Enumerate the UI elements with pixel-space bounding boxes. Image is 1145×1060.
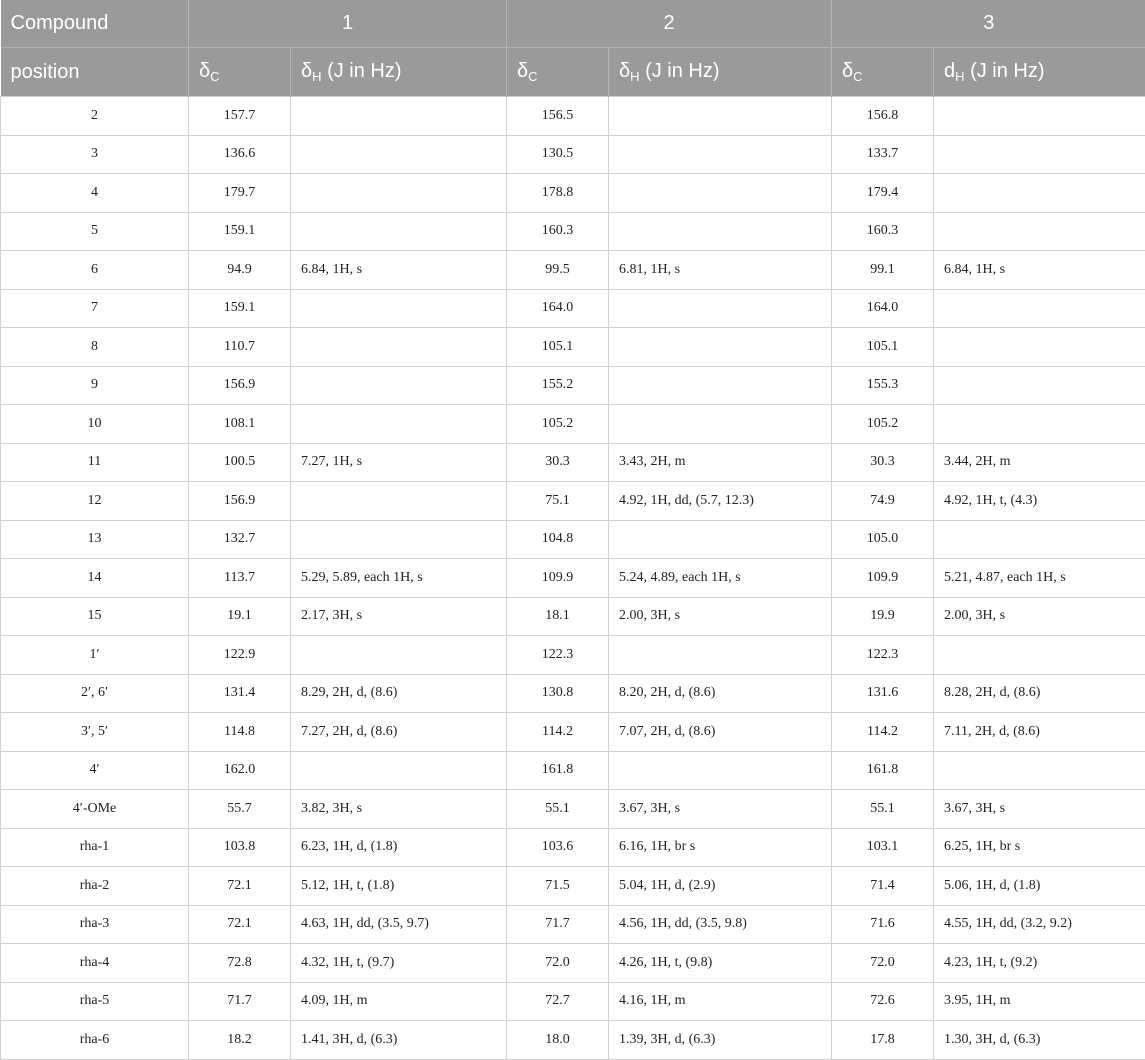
delta-c-cell-3: 122.3 — [832, 636, 934, 675]
delta-c-cell-1: 136.6 — [189, 135, 291, 174]
delta-c-cell-3: 55.1 — [832, 790, 934, 829]
table-row — [1, 482, 1145, 521]
delta-h-cell-3 — [934, 520, 1145, 559]
delta-h-cell-1 — [291, 135, 507, 174]
position-cell: 8 — [1, 328, 189, 367]
delta-c-cell-2: 164.0 — [507, 289, 609, 328]
delta-c-cell-2: 161.8 — [507, 751, 609, 790]
delta-c-cell-2: 72.7 — [507, 982, 609, 1021]
delta-c-cell-2: 178.8 — [507, 174, 609, 213]
delta-h-cell-2 — [609, 97, 832, 136]
delta-c-cell-3: 109.9 — [832, 559, 934, 598]
delta-h-cell-2: 5.24, 4.89, each 1H, s — [609, 559, 832, 598]
delta-h-cell-1 — [291, 405, 507, 444]
delta-c-cell-1: 156.9 — [189, 482, 291, 521]
delta-h-cell-1: 6.84, 1H, s — [291, 251, 507, 290]
delta-h-cell-2: 4.56, 1H, dd, (3.5, 9.8) — [609, 905, 832, 944]
compound-3-header: 3 — [832, 0, 1145, 48]
delta-c-cell-1: 55.7 — [189, 790, 291, 829]
delta-c-cell-2: 156.5 — [507, 97, 609, 136]
delta-c-cell-3: 114.2 — [832, 713, 934, 752]
table-row — [1, 1021, 1145, 1060]
delta-h-cell-1 — [291, 97, 507, 136]
delta-h-cell-1: 7.27, 2H, d, (8.6) — [291, 713, 507, 752]
delta-c-cell-1: 113.7 — [189, 559, 291, 598]
position-cell: 10 — [1, 405, 189, 444]
table-row — [1, 597, 1145, 636]
table-row — [1, 636, 1145, 675]
delta-h-cell-1 — [291, 520, 507, 559]
table-row — [1, 366, 1145, 405]
delta-c-cell-1: 108.1 — [189, 405, 291, 444]
delta-c-cell-2: 71.5 — [507, 867, 609, 906]
delta-h-cell-2 — [609, 135, 832, 174]
delta-h-cell-3: 7.11, 2H, d, (8.6) — [934, 713, 1145, 752]
delta-c-cell-2: 18.0 — [507, 1021, 609, 1060]
delta-h-header-1: $\delta_H$ (J in Hz) — [291, 48, 507, 97]
delta-h-cell-3 — [934, 751, 1145, 790]
delta-c-cell-2: 155.2 — [507, 366, 609, 405]
table-row — [1, 289, 1145, 328]
delta-c-header-2: $\delta_C$ — [507, 48, 609, 97]
delta-c-cell-1: 72.8 — [189, 944, 291, 983]
delta-h-cell-3: 6.25, 1H, br s — [934, 828, 1145, 867]
delta-c-cell-2: 18.1 — [507, 597, 609, 636]
delta-h-cell-2 — [609, 520, 832, 559]
delta-c-cell-2: 103.6 — [507, 828, 609, 867]
delta-c-cell-1: 72.1 — [189, 867, 291, 906]
delta-h-cell-2: 8.20, 2H, d, (8.6) — [609, 674, 832, 713]
delta-c-cell-3: 17.8 — [832, 1021, 934, 1060]
delta-h-cell-3: 2.00, 3H, s — [934, 597, 1145, 636]
delta-h-cell-1: 5.12, 1H, t, (1.8) — [291, 867, 507, 906]
delta-h-cell-2 — [609, 212, 832, 251]
table-row — [1, 251, 1145, 290]
delta-h-cell-2 — [609, 366, 832, 405]
delta-h-cell-2 — [609, 636, 832, 675]
delta-c-cell-1: 100.5 — [189, 443, 291, 482]
delta-h-cell-1 — [291, 482, 507, 521]
delta-c-cell-3: 71.6 — [832, 905, 934, 944]
position-cell: 3 — [1, 135, 189, 174]
delta-c-cell-3: 161.8 — [832, 751, 934, 790]
delta-h-cell-2 — [609, 289, 832, 328]
delta-c-cell-1: 156.9 — [189, 366, 291, 405]
delta-h-cell-3: 4.23, 1H, t, (9.2) — [934, 944, 1145, 983]
table-row — [1, 905, 1145, 944]
delta-h-cell-1: 4.63, 1H, dd, (3.5, 9.7) — [291, 905, 507, 944]
delta-h-cell-3 — [934, 174, 1145, 213]
delta-c-cell-2: 114.2 — [507, 713, 609, 752]
delta-h-cell-2: 5.04, 1H, d, (2.9) — [609, 867, 832, 906]
delta-h-cell-1: 4.32, 1H, t, (9.7) — [291, 944, 507, 983]
delta-h-cell-2 — [609, 405, 832, 444]
position-cell: 15 — [1, 597, 189, 636]
table-row — [1, 174, 1145, 213]
delta-c-cell-3: 19.9 — [832, 597, 934, 636]
delta-h-cell-2 — [609, 174, 832, 213]
delta-c-cell-2: 99.5 — [507, 251, 609, 290]
delta-h-cell-2: 3.43, 2H, m — [609, 443, 832, 482]
delta-h-cell-2: 2.00, 3H, s — [609, 597, 832, 636]
position-cell: rha-5 — [1, 982, 189, 1021]
delta-h-cell-3 — [934, 135, 1145, 174]
position-cell: 14 — [1, 559, 189, 598]
compound-header: Compound — [1, 0, 189, 48]
table-row — [1, 751, 1145, 790]
position-cell: rha-4 — [1, 944, 189, 983]
position-cell: 6 — [1, 251, 189, 290]
position-cell: 13 — [1, 520, 189, 559]
delta-h-cell-2: 3.67, 3H, s — [609, 790, 832, 829]
delta-h-cell-3 — [934, 366, 1145, 405]
table-row — [1, 328, 1145, 367]
delta-h-cell-2: 4.26, 1H, t, (9.8) — [609, 944, 832, 983]
position-cell: 5 — [1, 212, 189, 251]
delta-h-cell-1 — [291, 289, 507, 328]
table-row — [1, 982, 1145, 1021]
delta-c-cell-3: 105.1 — [832, 328, 934, 367]
delta-c-cell-1: 131.4 — [189, 674, 291, 713]
delta-h-cell-3 — [934, 636, 1145, 675]
delta-c-cell-1: 94.9 — [189, 251, 291, 290]
delta-c-cell-2: 105.1 — [507, 328, 609, 367]
delta-c-cell-1: 162.0 — [189, 751, 291, 790]
delta-c-cell-2: 105.2 — [507, 405, 609, 444]
position-cell: 2′, 6′ — [1, 674, 189, 713]
delta-h-cell-2: 6.81, 1H, s — [609, 251, 832, 290]
delta-h-cell-3 — [934, 405, 1145, 444]
table-row — [1, 212, 1145, 251]
delta-h-cell-2: 1.39, 3H, d, (6.3) — [609, 1021, 832, 1060]
delta-h-cell-3: 8.28, 2H, d, (8.6) — [934, 674, 1145, 713]
delta-c-cell-2: 75.1 — [507, 482, 609, 521]
delta-h-cell-3 — [934, 97, 1145, 136]
delta-h-cell-3: 1.30, 3H, d, (6.3) — [934, 1021, 1145, 1060]
delta-c-cell-1: 71.7 — [189, 982, 291, 1021]
delta-h-cell-3: 6.84, 1H, s — [934, 251, 1145, 290]
compound-1-header: 1 — [189, 0, 507, 48]
delta-h-cell-1: 6.23, 1H, d, (1.8) — [291, 828, 507, 867]
delta-c-cell-1: 114.8 — [189, 713, 291, 752]
delta-h-cell-1: 1.41, 3H, d, (6.3) — [291, 1021, 507, 1060]
table-row — [1, 790, 1145, 829]
position-cell: 4′-OMe — [1, 790, 189, 829]
delta-c-cell-3: 99.1 — [832, 251, 934, 290]
delta-h-cell-2 — [609, 328, 832, 367]
delta-c-cell-2: 30.3 — [507, 443, 609, 482]
delta-c-cell-2: 160.3 — [507, 212, 609, 251]
delta-c-cell-2: 109.9 — [507, 559, 609, 598]
table-row — [1, 405, 1145, 444]
position-cell: rha-6 — [1, 1021, 189, 1060]
delta-c-cell-2: 71.7 — [507, 905, 609, 944]
header-row-columns — [1, 48, 1145, 97]
delta-c-cell-3: 105.2 — [832, 405, 934, 444]
delta-c-cell-1: 159.1 — [189, 289, 291, 328]
delta-h-cell-1 — [291, 212, 507, 251]
delta-c-cell-3: 72.0 — [832, 944, 934, 983]
position-cell: rha-2 — [1, 867, 189, 906]
delta-c-cell-3: 105.0 — [832, 520, 934, 559]
delta-h-cell-2: 7.07, 2H, d, (8.6) — [609, 713, 832, 752]
delta-c-cell-3: 164.0 — [832, 289, 934, 328]
delta-h-cell-1: 4.09, 1H, m — [291, 982, 507, 1021]
delta-c-cell-1: 122.9 — [189, 636, 291, 675]
delta-h-cell-1 — [291, 174, 507, 213]
delta-h-cell-3: 4.55, 1H, dd, (3.2, 9.2) — [934, 905, 1145, 944]
delta-c-cell-3: 131.6 — [832, 674, 934, 713]
delta-c-cell-1: 132.7 — [189, 520, 291, 559]
delta-h-cell-3 — [934, 212, 1145, 251]
delta-h-cell-3: 3.95, 1H, m — [934, 982, 1145, 1021]
position-cell: rha-3 — [1, 905, 189, 944]
delta-h-cell-3: 3.67, 3H, s — [934, 790, 1145, 829]
delta-h-cell-3: 4.92, 1H, t, (4.3) — [934, 482, 1145, 521]
delta-c-cell-1: 179.7 — [189, 174, 291, 213]
delta-c-cell-3: 74.9 — [832, 482, 934, 521]
table-row — [1, 97, 1145, 136]
delta-c-cell-1: 19.1 — [189, 597, 291, 636]
delta-h-header-2: $\delta_H$ (J in Hz) — [609, 48, 832, 97]
delta-h-cell-2 — [609, 751, 832, 790]
table-row — [1, 713, 1145, 752]
delta-h-cell-3 — [934, 289, 1145, 328]
delta-c-cell-1: 157.7 — [189, 97, 291, 136]
delta-c-header-1: $\delta_C$ — [189, 48, 291, 97]
delta-c-cell-2: 130.8 — [507, 674, 609, 713]
delta-h-cell-1: 7.27, 1H, s — [291, 443, 507, 482]
delta-c-cell-1: 110.7 — [189, 328, 291, 367]
delta-h-cell-1: 2.17, 3H, s — [291, 597, 507, 636]
table-row — [1, 867, 1145, 906]
delta-h-cell-2: 4.16, 1H, m — [609, 982, 832, 1021]
delta-h-cell-1 — [291, 636, 507, 675]
position-header: position — [1, 48, 189, 97]
delta-c-cell-2: 55.1 — [507, 790, 609, 829]
delta-c-cell-2: 104.8 — [507, 520, 609, 559]
position-cell: rha-1 — [1, 828, 189, 867]
table-row — [1, 944, 1145, 983]
table-header — [1, 0, 1145, 97]
position-cell: 4 — [1, 174, 189, 213]
position-cell: 7 — [1, 289, 189, 328]
table-row — [1, 559, 1145, 598]
delta-c-cell-2: 130.5 — [507, 135, 609, 174]
d-h-header-3: $d_H$ (J in Hz) — [934, 48, 1145, 97]
delta-c-cell-3: 133.7 — [832, 135, 934, 174]
position-cell: 12 — [1, 482, 189, 521]
delta-h-cell-2: 6.16, 1H, br s — [609, 828, 832, 867]
position-cell: 1′ — [1, 636, 189, 675]
delta-c-cell-1: 103.8 — [189, 828, 291, 867]
header-row-compounds — [1, 0, 1145, 48]
delta-c-cell-1: 72.1 — [189, 905, 291, 944]
delta-c-cell-3: 160.3 — [832, 212, 934, 251]
delta-c-cell-3: 179.4 — [832, 174, 934, 213]
delta-h-cell-3: 3.44, 2H, m — [934, 443, 1145, 482]
delta-c-cell-3: 30.3 — [832, 443, 934, 482]
delta-c-cell-3: 156.8 — [832, 97, 934, 136]
delta-h-cell-2: 4.92, 1H, dd, (5.7, 12.3) — [609, 482, 832, 521]
delta-c-cell-3: 71.4 — [832, 867, 934, 906]
position-cell: 4′ — [1, 751, 189, 790]
delta-h-cell-1 — [291, 328, 507, 367]
delta-c-cell-3: 103.1 — [832, 828, 934, 867]
delta-c-cell-1: 159.1 — [189, 212, 291, 251]
delta-c-cell-3: 72.6 — [832, 982, 934, 1021]
delta-h-cell-3: 5.06, 1H, d, (1.8) — [934, 867, 1145, 906]
delta-h-cell-1: 5.29, 5.89, each 1H, s — [291, 559, 507, 598]
position-cell: 11 — [1, 443, 189, 482]
position-cell: 9 — [1, 366, 189, 405]
table-row — [1, 520, 1145, 559]
delta-h-cell-1 — [291, 751, 507, 790]
delta-h-cell-3: 5.21, 4.87, each 1H, s — [934, 559, 1145, 598]
delta-c-header-3: $\delta_C$ — [832, 48, 934, 97]
delta-c-cell-3: 155.3 — [832, 366, 934, 405]
table-row — [1, 674, 1145, 713]
table-body — [1, 97, 1145, 1060]
delta-c-cell-2: 122.3 — [507, 636, 609, 675]
table-row — [1, 828, 1145, 867]
delta-h-cell-1: 3.82, 3H, s — [291, 790, 507, 829]
table-row — [1, 443, 1145, 482]
delta-c-cell-2: 72.0 — [507, 944, 609, 983]
position-cell: 3′, 5′ — [1, 713, 189, 752]
delta-h-cell-1: 8.29, 2H, d, (8.6) — [291, 674, 507, 713]
delta-h-cell-3 — [934, 328, 1145, 367]
position-cell: 2 — [1, 97, 189, 136]
compound-2-header: 2 — [507, 0, 832, 48]
table-row — [1, 135, 1145, 174]
delta-h-cell-1 — [291, 366, 507, 405]
delta-c-cell-1: 18.2 — [189, 1021, 291, 1060]
